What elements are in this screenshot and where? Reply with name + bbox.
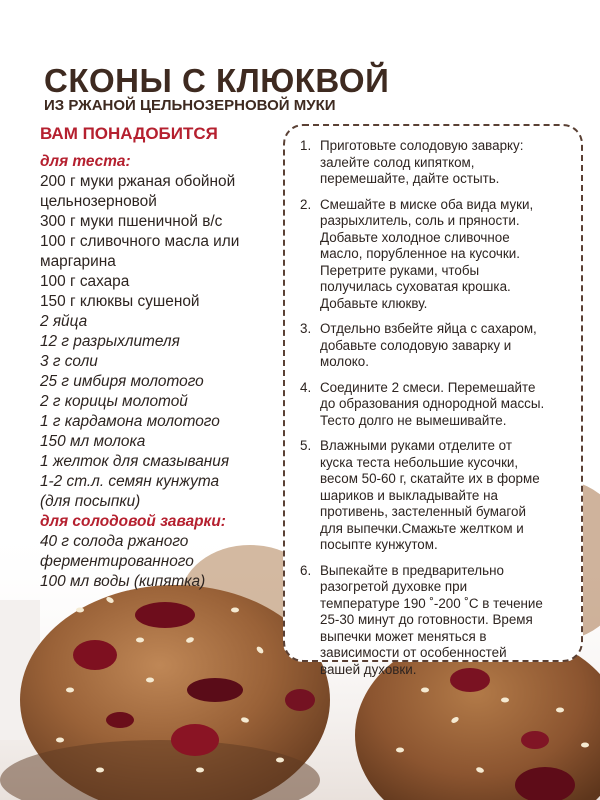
step-item xyxy=(300,321,585,371)
step-line: разрыхлитель, соль и пряности. xyxy=(320,213,520,228)
step-item xyxy=(300,438,585,554)
step-text xyxy=(320,438,585,554)
step-line: зависимости от особенностей xyxy=(320,645,507,660)
step-line: Приготовьте солодовую заварку: xyxy=(320,138,524,153)
step-line: Соедините 2 смеси. Перемешайте xyxy=(320,379,536,395)
ingredients-list xyxy=(40,152,290,592)
step-text xyxy=(320,321,585,371)
ingredient-line: 1 желток для смазывания xyxy=(40,453,230,470)
step-item xyxy=(300,563,585,679)
ingredient-line: 150 мл молока xyxy=(40,433,146,450)
step-number: 3. xyxy=(300,321,312,336)
step-line: до образования однородной массы. xyxy=(320,396,545,411)
step-item xyxy=(300,380,585,430)
ingredient-line: 25 г имбиря молотого xyxy=(40,373,204,390)
step-line: Смешайте в миске оба вида муки, xyxy=(320,196,534,212)
ingredient-line: 200 г муки ржаная обойной xyxy=(40,173,236,190)
step-line: для выпечки.Смажьте желтком и xyxy=(320,520,524,536)
ingredient-line: 40 г солода ржаного xyxy=(40,533,189,550)
ingredient-line: маргарина xyxy=(40,253,116,270)
step-line: шариков и выкладывайте на xyxy=(320,487,498,503)
malt-heading: для солодовой заварки: xyxy=(40,513,226,530)
step-number: 2. xyxy=(300,196,312,212)
page-title: СКОНЫ С КЛЮКВОЙ xyxy=(44,62,390,99)
step-line: Влажными руками отделите от xyxy=(320,438,512,453)
step-text xyxy=(320,380,585,430)
step-line: молоко. xyxy=(320,354,369,369)
step-line: Добавьте клюкву. xyxy=(320,295,428,311)
ingredient-line: 2 яйца xyxy=(40,313,88,330)
step-line: Перетрите руками, чтобы xyxy=(320,262,480,278)
step-line: добавьте солодовую заварку и xyxy=(320,337,512,353)
ingredient-line: 150 г клюквы сушеной xyxy=(40,293,200,310)
step-line: Тесто долго не вымешивайте. xyxy=(320,412,507,428)
step-line: температуре 190 ˚-200 ˚С в течение xyxy=(320,595,543,611)
step-text xyxy=(320,138,585,188)
step-number: 1. xyxy=(300,138,312,153)
step-line: разогретой духовке при xyxy=(320,579,468,594)
step-text xyxy=(320,563,585,679)
step-text xyxy=(320,197,585,313)
step-line: Отдельно взбейте яйца с сахаром, xyxy=(320,321,537,336)
step-line: выпечки может меняться в xyxy=(320,628,487,644)
step-line: Выпекайте в предварительно xyxy=(320,562,504,578)
ingredient-line: 300 г муки пшеничной в/с xyxy=(40,213,223,230)
ingredient-line: 3 г соли xyxy=(40,353,98,370)
step-line: вашей духовки. xyxy=(320,661,417,677)
step-line: 25-30 минут до готовности. Время xyxy=(320,612,533,627)
step-line: масло, порубленное на кусочки. xyxy=(320,246,520,261)
ingredient-line: ферментированного xyxy=(40,553,194,570)
step-line: противень, застеленный бумагой xyxy=(320,504,526,519)
step-line: перемешайте, дайте остыть. xyxy=(320,171,500,186)
ingredient-line: 2 г корицы молотой xyxy=(40,393,188,410)
step-line: залейте солод кипятком, xyxy=(320,154,475,170)
ingredient-line: 100 г сахара xyxy=(40,273,130,290)
step-line: посыпте кунжутом. xyxy=(320,537,438,552)
ingredient-line: 1 г кардамона молотого xyxy=(40,413,220,430)
ingredient-line: 100 г сливочного масла или xyxy=(40,233,240,250)
step-line: куска теста небольшие кусочки, xyxy=(320,454,519,470)
ingredient-line: 12 г разрыхлителя xyxy=(40,333,180,350)
step-line: получилась суховатая крошка. xyxy=(320,279,511,294)
page-subtitle: ИЗ РЖАНОЙ ЦЕЛЬНОЗЕРНОВОЙ МУКИ xyxy=(44,97,336,114)
ingredient-line: 1-2 ст.л. семян кунжута xyxy=(40,473,220,490)
step-number: 4. xyxy=(300,379,312,395)
ingredient-line: (для посыпки) xyxy=(40,493,141,510)
ingredients-heading: ВАМ ПОНАДОБИТСЯ xyxy=(40,124,218,143)
step-line: Добавьте холодное сливочное xyxy=(320,229,510,245)
dough-heading: для теста: xyxy=(40,153,131,170)
ingredient-line: цельнозерновой xyxy=(40,193,157,210)
step-item xyxy=(300,197,585,313)
steps-list xyxy=(300,138,585,687)
step-number: 6. xyxy=(300,562,312,578)
step-number: 5. xyxy=(300,438,312,453)
ingredient-line: 100 мл воды (кипятка) xyxy=(40,573,206,590)
step-line: весом 50-60 г, скатайте их в форме xyxy=(320,471,540,486)
step-item xyxy=(300,138,585,188)
